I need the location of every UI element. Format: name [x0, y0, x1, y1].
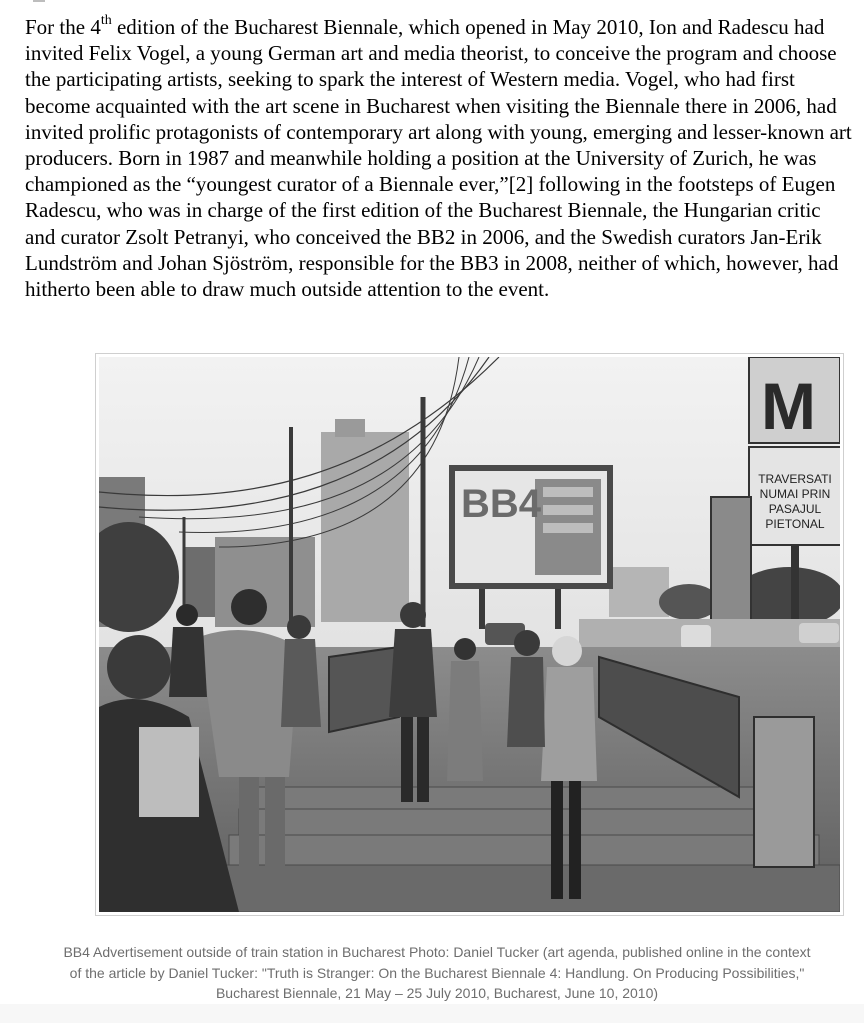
top-edge-mark — [33, 0, 45, 2]
metro-sign — [749, 357, 840, 443]
metro-sign-letter: M — [761, 369, 816, 443]
photo-caption: BB4 Advertisement outside of train station in Bucharest Photo: Daniel Tucker (art agenda, published online in the context of the article by Daniel Tucker: "Truth is Stranger: On the Bucharest Biennale 4: Handlung. On Producing Possibilities," Bucharest Biennale, 21 May – 25 July 2010, Bucharest, June 10, 2010) — [63, 944, 811, 1001]
article-paragraph — [25, 14, 855, 302]
street-sign-line-2: NUMAI PRIN — [759, 487, 831, 501]
article-text-start: For the 4 — [25, 15, 101, 39]
street-sign-line-1: TRAVERSATI — [758, 472, 832, 486]
photo-figure — [95, 353, 844, 916]
article-text-rest: edition of the Bucharest Biennale, which opened in May 2010, Ion and Radescu had invited Felix Vogel, a young German art and media theorist, to conceive the program and choose the participating artists, seeking to spark the interest of Western media. Vogel, who had first become acquainted with the art scene in Bucharest when visiting the Biennale there in 2006, had invited prolific protagonists of contemporary art along with young, emerging and lesser-known art producers. Born in 1987 and meanwhile holding a position at the University of Zurich, he was championed as the “youngest curator of a Biennale ever,”[2] following in the footsteps of Eugen Radescu, who was in charge of the first edition of the Bucharest Biennale, the Hungarian critic and curator Zsolt Petranyi, who conceived the BB2 in 2006, and the Swedish curators Jan-Erik Lundström and Johan Sjöström, responsible for the BB3 in 2008, neither of which, however, had hitherto been able to draw much outside attention to the event. — [25, 15, 852, 302]
page-footer-band — [0, 1004, 864, 1023]
ordinal-superscript: th — [100, 13, 112, 28]
metro-stairs — [219, 787, 840, 912]
street-sign-line-3: PASAJUL — [768, 502, 822, 516]
street-sign-line-4: PIETONAL — [765, 517, 825, 531]
billboard-text: BB4 — [461, 482, 542, 526]
street-photo — [99, 357, 840, 912]
